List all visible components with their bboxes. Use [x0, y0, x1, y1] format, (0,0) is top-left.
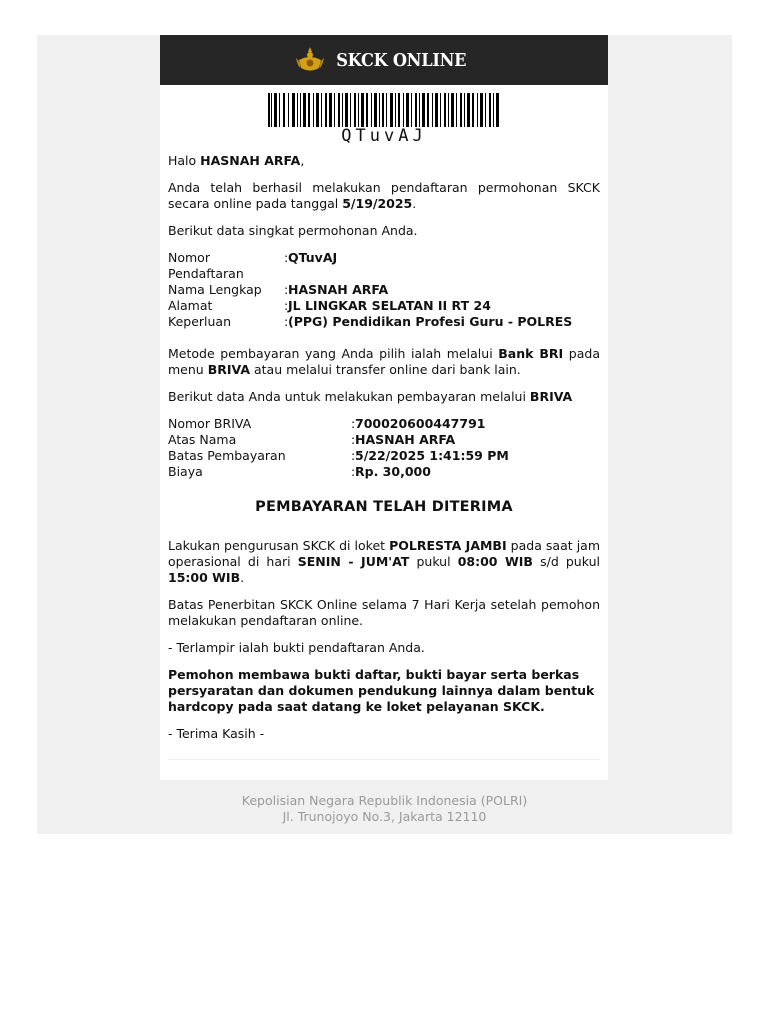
payment-details — [168, 416, 600, 480]
detail-value: (PPG) Pendidikan Profesi Guru - POLRES — [288, 314, 573, 329]
instructions-paragraph — [168, 538, 600, 586]
payment-separator: : — [351, 448, 356, 463]
header-title: SKCK ONLINE — [335, 49, 467, 71]
payment-method-paragraph — [168, 346, 600, 378]
detail-label: Nama Lengkap — [168, 282, 262, 297]
payment-label: Nomor BRIVA — [168, 416, 252, 431]
payment-status-heading: PEMBAYARAN TELAH DITERIMA — [255, 499, 513, 515]
summary-heading: Berikut data singkat permohonan Anda. — [168, 223, 418, 238]
detail-separator: : — [284, 314, 289, 329]
header-banner — [160, 35, 608, 85]
registration-date: 5/19/2025 — [342, 196, 413, 211]
polri-emblem-icon — [295, 46, 325, 74]
greeting-suffix: , — [300, 153, 305, 168]
bring-documents-note: Pemohon membawa bukti daftar, bukti bayar serta berkas persyaratan dan dokumen pendukung lainnya dalam bentuk hardcopy pada saat datang ke loket pelayanan SKCK. — [168, 667, 595, 714]
detail-separator: : — [284, 298, 289, 313]
office-name: POLRESTA JAMBI — [389, 538, 507, 553]
payment-label: Atas Nama — [168, 432, 237, 447]
closing-text: - Terima Kasih - — [168, 726, 265, 741]
payment-value: HASNAH ARFA — [355, 432, 456, 447]
payment-label: Biaya — [168, 464, 203, 479]
detail-label: Nomor Pendaftaran — [168, 250, 244, 281]
intro-text: Anda telah berhasil melakukan pendaftaran permohonan SKCK secara online pada tanggal — [168, 180, 600, 211]
footer — [37, 793, 732, 825]
intro-end: . — [412, 196, 417, 211]
greeting — [168, 153, 600, 169]
greeting-prefix: Halo — [168, 153, 201, 168]
payment-method-text: Metode pembayaran yang Anda pilih ialah melalui — [168, 346, 499, 361]
applicant-name: HASNAH ARFA — [200, 153, 301, 168]
payment-method-text: atau melalui transfer online dari bank lain. — [250, 362, 521, 377]
registration-barcode — [160, 93, 608, 145]
deadline-note: Batas Penerbitan SKCK Online selama 7 Hari Kerja setelah pemohon melakukan pendaftaran online. — [168, 597, 600, 628]
detail-separator: : — [284, 282, 289, 297]
barcode-icon — [264, 93, 504, 127]
payment-heading — [168, 389, 600, 405]
payment-bank: Bank BRI — [498, 346, 564, 361]
footer-address: Jl. Trunojoyo No.3, Jakarta 12110 — [282, 809, 487, 824]
briva-number: 700020600447791 — [355, 416, 486, 431]
instructions-text: pada saat jam operasional di hari — [168, 538, 601, 569]
application-details — [168, 250, 600, 330]
office-days: SENIN - JUM'AT — [297, 554, 410, 569]
payment-separator: : — [351, 464, 356, 479]
payment-fee: Rp. 30,000 — [355, 464, 431, 479]
payment-heading-bold: BRIVA — [529, 389, 573, 404]
payment-separator: : — [351, 432, 356, 447]
payment-menu: BRIVA — [207, 362, 250, 377]
payment-heading-text: Berikut data Anda untuk melakukan pembayaran melalui — [168, 389, 530, 404]
office-close-time: 15:00 WIB — [168, 570, 241, 585]
instructions-text: s/d pukul — [532, 554, 600, 569]
payment-separator: : — [351, 416, 356, 431]
payment-value: 5/22/2025 1:41:59 PM — [355, 448, 509, 463]
detail-value: HASNAH ARFA — [288, 282, 389, 297]
detail-separator: : — [284, 250, 289, 265]
instructions-text: pukul — [409, 554, 458, 569]
detail-value: JL LINGKAR SELATAN II RT 24 — [288, 298, 491, 313]
detail-value: QTuvAJ — [288, 250, 338, 265]
payment-label: Batas Pembayaran — [168, 448, 286, 463]
footer-organization: Kepolisian Negara Republik Indonesia (POLRI) — [241, 793, 528, 808]
barcode-code: QTuvAJ — [341, 126, 427, 146]
detail-label: Alamat — [168, 298, 213, 313]
email-background — [37, 35, 732, 834]
email-body — [160, 153, 608, 760]
payment-method-text: pada menu — [168, 346, 600, 377]
intro-paragraph — [168, 180, 600, 212]
detail-label: Keperluan — [168, 314, 232, 329]
attachment-note: - Terlampir ialah bukti pendaftaran Anda. — [168, 640, 425, 655]
instructions-text: Lakukan pengurusan SKCK di loket — [168, 538, 390, 553]
divider — [168, 759, 600, 760]
email-card — [160, 35, 608, 780]
instructions-text: . — [240, 570, 245, 585]
office-open-time: 08:00 WIB — [457, 554, 533, 569]
